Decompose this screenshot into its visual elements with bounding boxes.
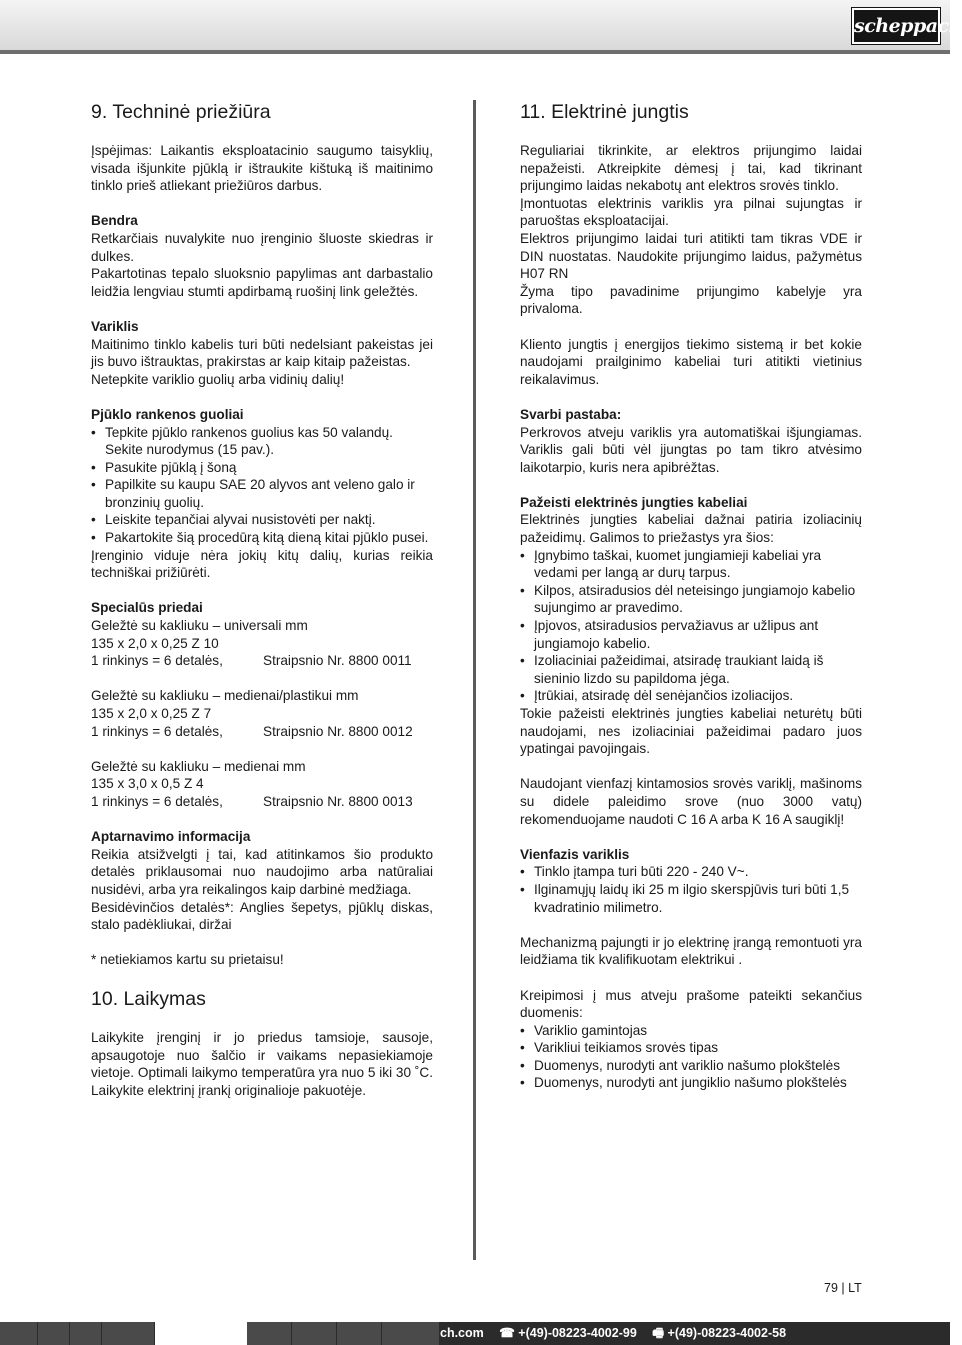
list-item: • Tepkite pjūklo rankenos guolius kas 50 valandų. Sekite nurodymus (15 pav.).	[91, 424, 433, 459]
accessory-article: Straipsnio Nr. 8800 0011	[263, 653, 412, 669]
list-item: • Leiskite tepančiai alyvai nusistovėti per naktį.	[91, 511, 433, 529]
priedai-title: Specialūs priedai	[91, 600, 203, 616]
footer-contact	[440, 1322, 798, 1345]
footer-phone: ☎ +(49)-08223-4002-99	[499, 1326, 637, 1340]
mechanizma-text: Mechanizmą pajungti ir jo elektrinę įrangą remontuoti yra leidžiama tik kvalifikuotam elektrikui .	[520, 934, 862, 968]
aptarnavimo-text-2: Besidėvinčios detalės*: Anglies šepetys, pjūklų diskas, stalo padėkliukai, diržai	[91, 899, 433, 933]
warning-text: Įspėjimas: Laikantis eksploatacinio saugumo taisyklių, visada išjunkite pjūklą ir ištraukite kištuką iš maitinimo tinklo prieš atliekant priežiūros darbus.	[91, 143, 433, 194]
list-item: • Duomenys, nurodyti ant jungiklio našumo plokštelės	[520, 1074, 862, 1092]
accessory-set: 1 rinkinys = 6 detalės,	[91, 723, 223, 739]
footer-block	[337, 1322, 382, 1345]
accessory-name: Geležtė su kakliuku – medienai/plastikui mm	[91, 688, 359, 704]
footer-white-block	[155, 1322, 247, 1345]
accessory-item	[91, 617, 433, 670]
accessory-item	[91, 687, 433, 740]
kreipimosi-text: Kreipimosi į mus atveju prašome pateikti sekančius duomenis:	[520, 987, 862, 1021]
aptarnavimo-note: * netiekiamos kartu su prietaisu!	[91, 952, 284, 968]
footer-block	[292, 1322, 337, 1345]
variklis-text-2: Netepkite variklio guolių arba vidinių dalių!	[91, 371, 345, 387]
footer-block	[0, 1322, 38, 1345]
footer-block	[247, 1322, 292, 1345]
naudojant-text: Naudojant vienfazį kintamosios srovės variklį, mašinoms su didele paleidimo srove (nuo 3000 vatų) rekomenduojame naudoti C 16 A arba K 16 A saugiklį!	[520, 776, 862, 827]
accessory-set: 1 rinkinys = 6 detalės,	[91, 653, 223, 669]
list-item: • Tinklo įtampa turi būti 220 - 240 V~.	[520, 863, 862, 881]
pazeisti-text: Elektrinės jungties kabeliai dažnai patiria izoliacinių pažeidimų. Galimos to priežastys yra šios:	[520, 512, 862, 546]
section-11-title: 11. Elektrinė jungtis	[520, 101, 689, 123]
section-9-title: 9. Techninė priežiūra	[91, 101, 271, 123]
list-item: • Variklio gamintojas	[520, 1022, 862, 1040]
right-column	[520, 100, 862, 1092]
accessory-size: 135 x 2,0 x 0,25 Z 10	[91, 635, 219, 651]
header-band	[0, 0, 950, 50]
footer-web: ch.com	[440, 1326, 484, 1340]
list-item: • Varikliui teikiamos srovės tipas	[520, 1039, 862, 1057]
footer-block	[38, 1322, 70, 1345]
pazeisti-list	[520, 547, 862, 705]
pazeisti-after-text: Tokie pažeisti elektrinės jungties kabeliai neturėtų būti naudojami, nes izoliaciniai pažeidimai padaro juos ypatingai pavojingais.	[520, 706, 862, 757]
bendra-title: Bendra	[91, 213, 138, 229]
vienfazis-list	[520, 863, 862, 916]
laikymas-text: Laikykite įrenginį ir jo priedus tamsioje, sausoje, apsaugotoje nuo šalčio ir vaikams nepasiekiamoje vietoje. Optimali laikymo temperatūra yra nuo 5 iki 30 ˚C. Laikykite elektrinį įrankį originalioje pakuotėje.	[91, 1029, 433, 1098]
svarbi-title: Svarbi pastaba:	[520, 406, 622, 422]
bendra-text-1: Retkarčiais nuvalykite nuo įrenginio šluoste skiedras ir dulkes.	[91, 230, 433, 264]
vienfazis-title: Vienfazis variklis	[520, 846, 630, 862]
elektrine-text-4: Žyma tipo pavadinime prijungimo kabelyje yra privaloma.	[520, 283, 862, 317]
elektrine-text-1: Reguliariai tikrinkite, ar elektros prijungimo laidai nepažeisti. Atkreipkite dėmesį į tai, kad tikrinant prijungimo laidas nekabotų ant elektros srovės tinklo.	[520, 143, 862, 194]
list-item: • Pakartokite šią procedūrą kitą dieną kitai pjūklo pusei.	[91, 529, 433, 547]
left-column	[91, 100, 433, 1099]
list-item: • Duomenys, nurodyti ant variklio našumo plokštelės	[520, 1057, 862, 1075]
accessory-name: Geležtė su kakliuku – universali mm	[91, 618, 308, 634]
guoliai-after-text: Įrenginio viduje nėra jokių kitų dalių, kurias reikia techniškai prižiūrėti.	[91, 547, 433, 581]
aptarnavimo-title: Aptarnavimo informacija	[91, 829, 251, 845]
accessory-size: 135 x 2,0 x 0,25 Z 7	[91, 706, 212, 721]
list-item: • Kilpos, atsiradusios dėl neteisingo jungiamojo kabelio sujungimo ar pravedimo.	[520, 582, 862, 617]
list-item: • Įtrūkiai, atsiradę dėl senėjančios izoliacijos.	[520, 687, 862, 705]
elektrine-text-3: Elektros prijungimo laidai turi atitikti tam tikras VDE ir DIN nuostatas. Naudokite prijungimo laidus, pažymėtus H07 RN	[520, 230, 862, 282]
footer-block	[70, 1322, 102, 1345]
aptarnavimo-text-1: Reikia atsižvelgti į tai, kad atitinkamos šio produkto detalės priklausomai nuo naudojimo arba natūraliai nusidėvi, arba yra reikalingos kaip darbinė medžiaga.	[91, 846, 433, 897]
accessory-article: Straipsnio Nr. 8800 0013	[263, 793, 413, 809]
list-item: • Pasukite pjūklą į šoną	[91, 459, 433, 477]
kreipimosi-list	[520, 1022, 862, 1092]
accessory-set: 1 rinkinys = 6 detalės,	[91, 793, 223, 809]
elektrine-text-2: Įmontuotas elektrinis variklis yra pilnai sujungtas ir paruoštas eksploatacijai.	[520, 195, 862, 229]
list-item: • Ilginamųjų laidų iki 25 m ilgio skerspjūvis turi būti 1,5 kvadratinio milimetro.	[520, 881, 862, 916]
guoliai-list	[91, 424, 433, 547]
variklis-text-1: Maitinimo tinklo kabelis turi būti nedelsiant pakeistas jei jis buvo ištrauktas, prakirstas ar kaip kitaip pažeistas.	[91, 336, 433, 370]
variklis-title: Variklis	[91, 318, 139, 334]
column-divider	[473, 100, 476, 1260]
list-item: • Papilkite su kaupu SAE 20 alyvos ant veleno galo ir bronzinių guolių.	[91, 476, 433, 511]
list-item: • Izoliaciniai pažeidimai, atsiradę traukiant laidą iš sieninio lizdo su papildoma jėga.	[520, 652, 862, 687]
page-number: 79 | LT	[824, 1281, 862, 1295]
header-line	[0, 50, 950, 54]
accessory-item	[91, 758, 433, 811]
brand-logo: scheppach	[852, 8, 940, 44]
pazeisti-title: Pažeisti elektrinės jungties kabeliai	[520, 494, 748, 510]
bendra-text-2: Pakartotinas tepalo sluoksnio papylimas ant darbastalio leidžia lengviau stumti apdirbamą ruošinį link geležtės.	[91, 266, 433, 299]
footer-block	[102, 1322, 155, 1345]
accessory-size: 135 x 3,0 x 0,5 Z 4	[91, 776, 204, 792]
guoliai-title: Pjūklo rankenos guoliai	[91, 406, 244, 422]
footer-fax: 🖷 +(49)-08223-4002-58	[652, 1326, 787, 1340]
elektrine-text-5: Kliento jungtis į energijos tiekimo sistemą ir bet kokie naudojami prailginimo kabeliai turi atitikti vietinius reikalavimus.	[520, 336, 862, 387]
section-10-title: 10. Laikymas	[91, 987, 206, 1010]
list-item: • Įpjovos, atsiradusios pervažiavus ar užlipus ant jungiamojo kabelio.	[520, 617, 862, 652]
list-item: • Įgnybimo taškai, kuomet jungiamieji kabeliai yra vedami per langą ar durų tarpus.	[520, 547, 862, 582]
accessory-article: Straipsnio Nr. 8800 0012	[263, 723, 413, 739]
accessory-name: Geležtė su kakliuku – medienai mm	[91, 758, 306, 774]
svarbi-text: Perkrovos atveju variklis yra automatiškai išjungiamas. Variklis gali būti vėl įjungtas po tam tikro atvėsimo laikotarpio, kuris nera apibrėžtas.	[520, 424, 862, 475]
footer-block	[382, 1322, 440, 1345]
